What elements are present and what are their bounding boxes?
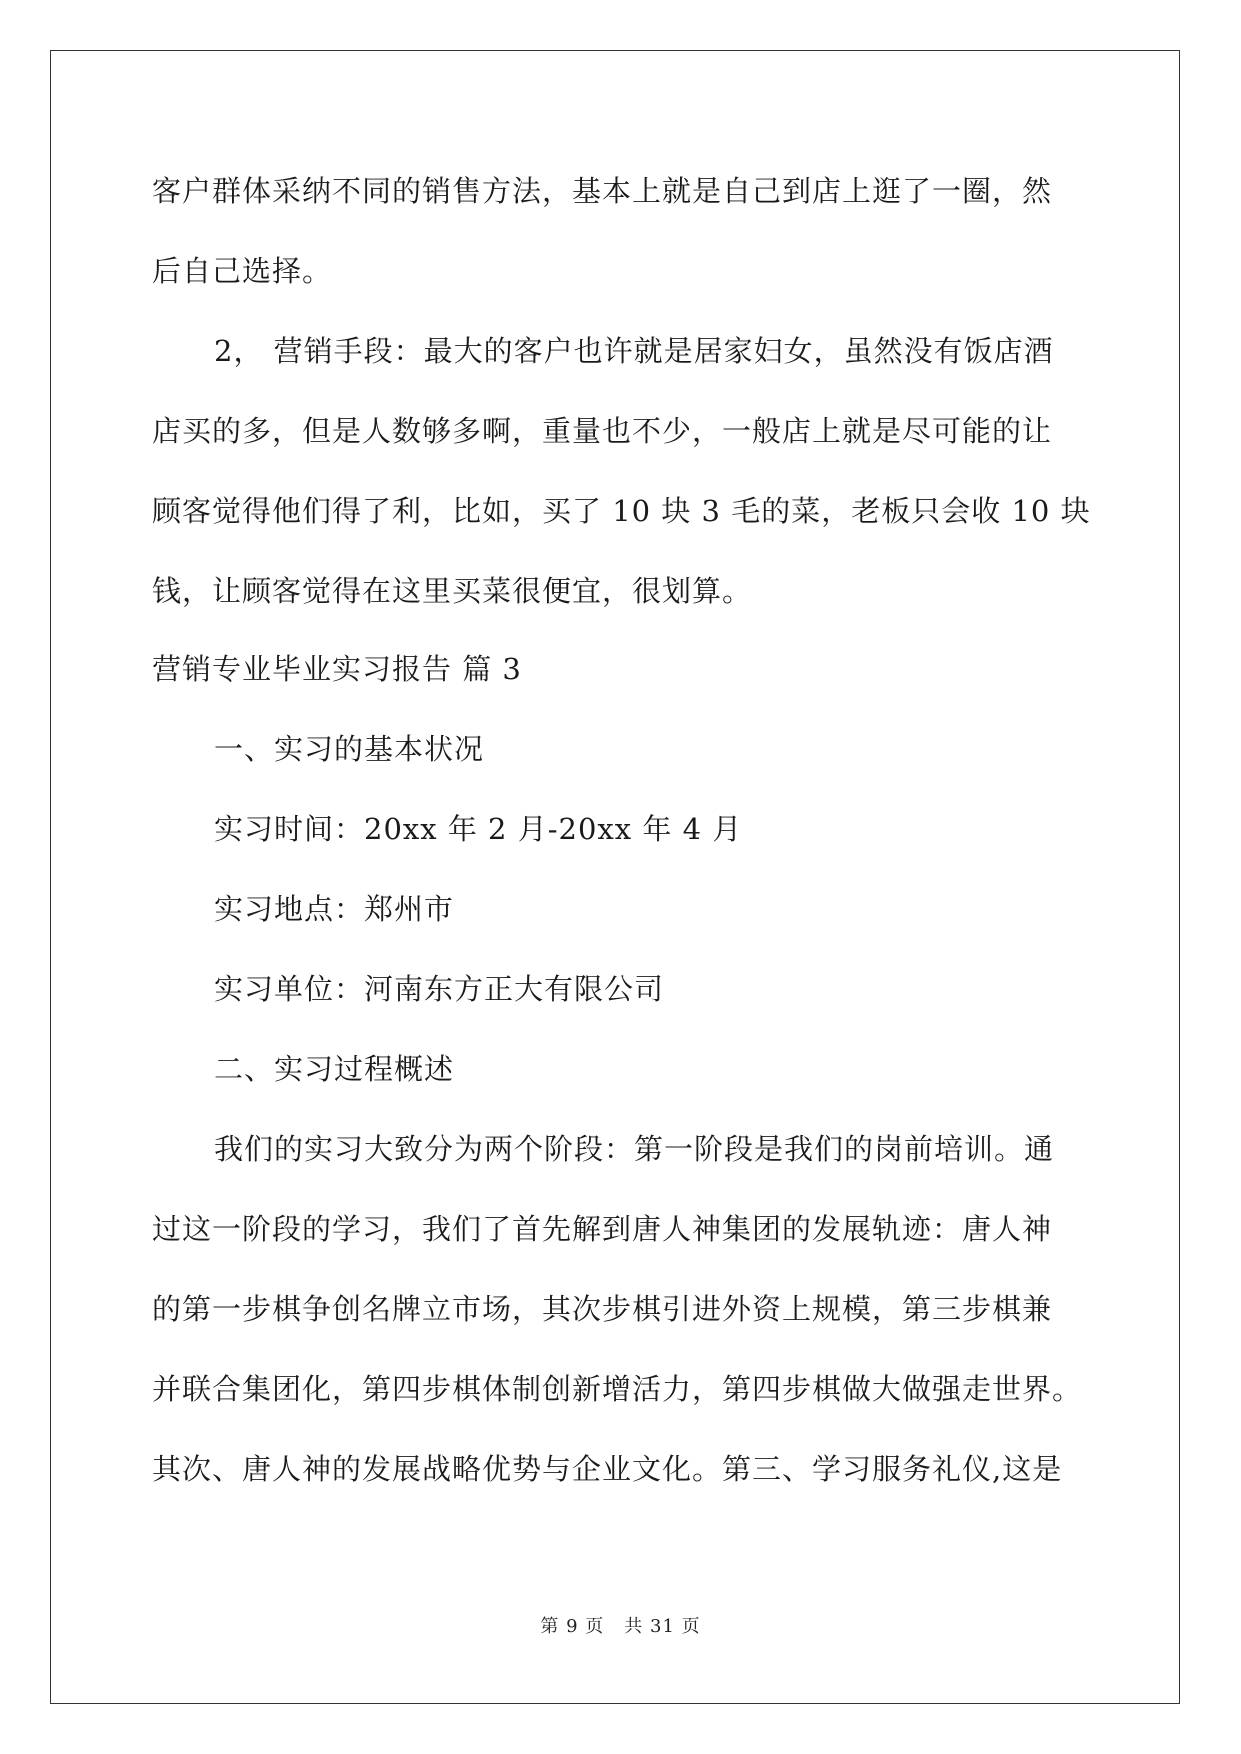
body-line: 实习时间：20xx 年 2 月-20xx 年 4 月 [214,812,743,846]
page-number: 第 9 页 [540,1616,605,1637]
subsection-heading: 二、实习过程概述 [214,1052,455,1086]
body-line: 钱，让顾客觉得在这里买菜很便宜，很划算。 [152,574,753,608]
body-line: 过这一阶段的学习，我们了首先解到唐人神集团的发展轨迹：唐人神 [152,1212,1053,1246]
total-pages: 共 31 页 [624,1616,701,1637]
body-line: 实习地点：郑州市 [214,892,455,926]
body-line: 的第一步棋争创名牌立市场，其次步棋引进外资上规模，第三步棋兼 [152,1292,1053,1326]
body-line: 实习单位：河南东方正大有限公司 [214,972,665,1006]
body-line: 其次、唐人神的发展战略优势与企业文化。第三、学习服务礼仪,这是 [152,1452,1063,1486]
body-line: 后自己选择。 [152,254,333,288]
page-footer [0,1616,1241,1638]
body-line: 2， 营销手段：最大的客户也许就是居家妇女，虽然没有饭店酒 [214,334,1054,368]
section-heading: 营销专业毕业实习报告 篇 3 [152,652,522,686]
body-line: 顾客觉得他们得了利，比如，买了 10 块 3 毛的菜，老板只会收 10 块 [152,494,1091,528]
body-line: 客户群体采纳不同的销售方法，基本上就是自己到店上逛了一圈，然 [152,174,1053,208]
body-line: 并联合集团化，第四步棋体制创新增活力，第四步棋做大做强走世界。 [152,1372,1083,1406]
subsection-heading: 一、实习的基本状况 [214,732,485,766]
body-line: 店买的多，但是人数够多啊，重量也不少，一般店上就是尽可能的让 [152,414,1053,448]
body-line: 我们的实习大致分为两个阶段：第一阶段是我们的岗前培训。通 [214,1132,1055,1166]
